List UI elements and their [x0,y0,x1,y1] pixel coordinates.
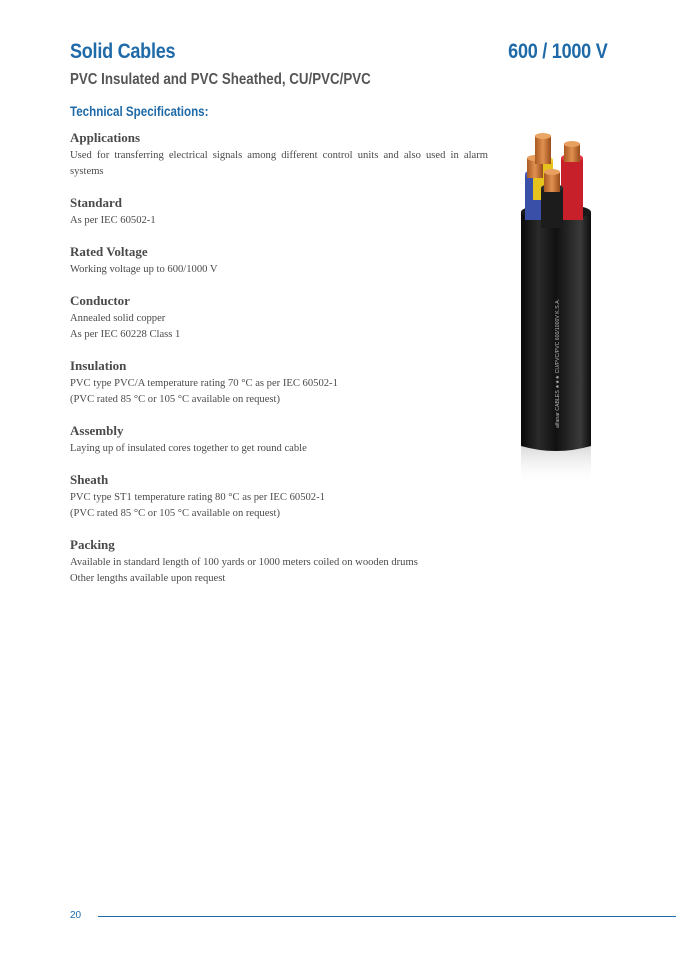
page-title: Solid Cables [70,40,176,63]
core-red [561,158,583,220]
section-heading: Technical Specifications: [70,104,209,119]
spec-text: Working voltage up to 600/1000 V [70,264,218,275]
cable-image [505,128,615,488]
spec-heading: Conductor [70,293,130,308]
spec-applications [70,130,488,180]
footer-divider [98,916,676,917]
spec-text: As per IEC 60228 Class 1 [70,329,181,340]
spec-heading: Insulation [70,358,127,373]
page-subtitle: PVC Insulated and PVC Sheathed, CU/PVC/PVC [70,71,371,88]
spec-heading: Sheath [70,472,109,487]
spec-rated-voltage [70,244,488,278]
spec-text: Annealed solid copper [70,313,166,324]
cable-reflection [521,446,591,486]
spec-text: Available in standard length of 100 yards or 1000 meters coiled on wooden drums [70,557,418,568]
spec-assembly [70,423,488,457]
cable-print: alfanar CABLES ★★★ CU/PVC/PVC 600/1000V K.S.A. [555,299,561,428]
spec-heading: Standard [70,195,123,210]
spec-text: Used for transferring electrical signals among different control units and also used in alarm systems [70,150,488,177]
spec-sheath [70,472,488,522]
spec-text: As per IEC 60502-1 [70,215,156,226]
spec-text: Laying up of insulated cores together to get round cable [70,443,307,454]
copper-3 [535,136,551,164]
spec-text: (PVC rated 85 °C or 105 °C available on request) [70,508,281,519]
core-black [541,188,563,228]
spec-text: PVC type ST1 temperature rating 80 °C as per IEC 60502-1 [70,492,325,503]
spec-conductor [70,293,488,343]
spec-text: (PVC rated 85 °C or 105 °C available on request) [70,394,281,405]
spec-heading: Packing [70,537,115,552]
spec-heading: Assembly [70,423,124,438]
spec-text: Other lengths available upon request [70,573,226,584]
voltage-rating: 600 / 1000 V [507,40,607,63]
spec-standard [70,195,488,229]
spec-insulation [70,358,488,408]
spec-heading: Rated Voltage [70,244,148,259]
spec-heading: Applications [70,130,141,145]
spec-list [70,130,488,602]
page-number: 20 [70,910,82,921]
spec-text: PVC type PVC/A temperature rating 70 °C as per IEC 60502-1 [70,378,338,389]
spec-packing [70,537,488,587]
